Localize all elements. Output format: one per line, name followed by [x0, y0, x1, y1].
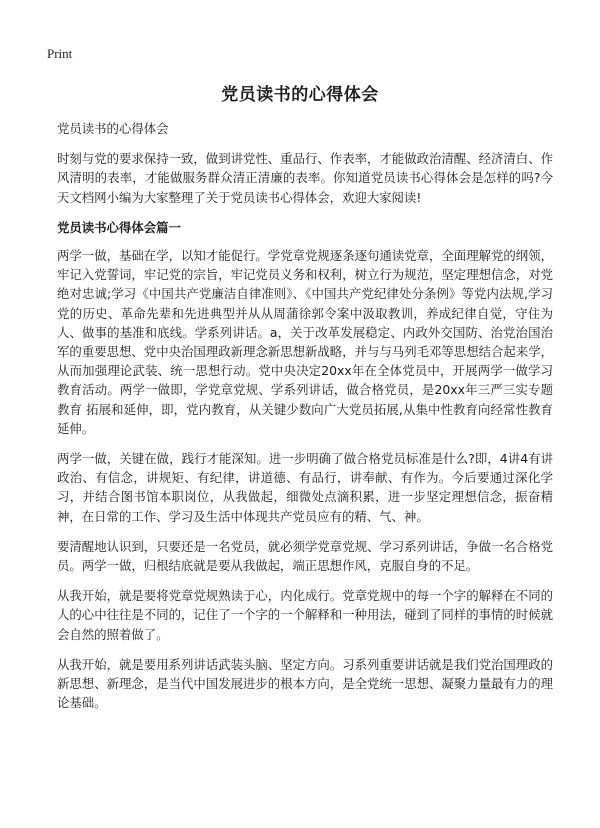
document-subtitle: 党员读书的心得体会 — [57, 121, 169, 136]
body-paragraph: 两学一做，基础在学，以知才能促行。学党章党规逐条逐句通读党章，全面理解党的纲领，牢记入党誓词，牢记党的宗旨，牢记党员义务和权利，树立行为规范，坚定理想信念，对党绝对忠诚;学习《中国共产党廉洁自律准则》、《中国共产党纪律处分条例》等党内法规,学习党的历史、革命先辈和先进典型并从从周蒲徐郭令案中汲取教训，养成纪律自觉，守住为人、做事的基准和底线。学系列讲话。a，关于改革发展稳定、内政外交国防、治党治国治军的重要思想、党中央治国理政新理念新思想新战略，并与与马列毛邓等思想结合起来学，从而加强理论武装、统一思想行动。党中央决定20xx年在全体党员中，开展两学一做学习教育活动。两学一做即，学党章党规、学系列讲话，做合格党员，是20xx年三严三实专题教育 拓展和延伸，即，党内教育，从关键少数向广大党员拓展,从集中性教育向经常性教育延伸。 — [57, 248, 553, 436]
document-body — [57, 119, 553, 723]
print-link[interactable]: Print — [47, 46, 73, 61]
body-paragraph: 两学一做，关键在做，践行才能深知。进一步明确了做合格党员标准是什么?即，4讲4有讲政治、有信念，讲规矩、有纪律，讲道德、有品行，讲奉献、有作为。今后要通过深化学习，并结合图书馆本职岗位，从我做起，细微处点滴积累，进一步坚定理想信念，振奋精神，在日常的工作、学习及生活中体现共产党员应有的精、气、神。 — [57, 451, 553, 524]
intro-paragraph: 时刻与党的要求保持一致，做到讲党性、重品行、作表率，才能做政治清醒、经济清白、作风清明的表率，才能做服务群众清正清廉的表率。你知道党员读书心得体会是怎样的吗?今天文档网小编为大家整理了关于党员读书心得体会，欢迎大家阅读! — [57, 151, 553, 205]
body-paragraph: 从我开始，就是要用系列讲话武装头脑、坚定方向。习系列重要讲话就是我们党治国理政的新思想、新理念，是当代中国发展进步的根本方向，是全党统一思想、凝聚力量最有力的理论基础。 — [57, 656, 553, 711]
document-title: 党员读书的心得体会 — [221, 85, 379, 105]
body-paragraph: 从我开始，就是要将党章党规熟读于心，内化成行。党章党规中的每一个字的解释在不同的人的心中往往是不同的，记住了一个字的一个解释和一种用法，碰到了同样的事情的时候就会自然的照着做了。 — [57, 588, 553, 642]
body-paragraph: 要清醒地认识到，只要还是一名党员，就必须学党章党规、学习系列讲话，争做一名合格党员。两学一做，归根结底就是要从我做起，端正思想作风，克服自身的不足。 — [57, 538, 553, 574]
section-heading: 党员读书心得体会篇一 — [57, 219, 181, 235]
